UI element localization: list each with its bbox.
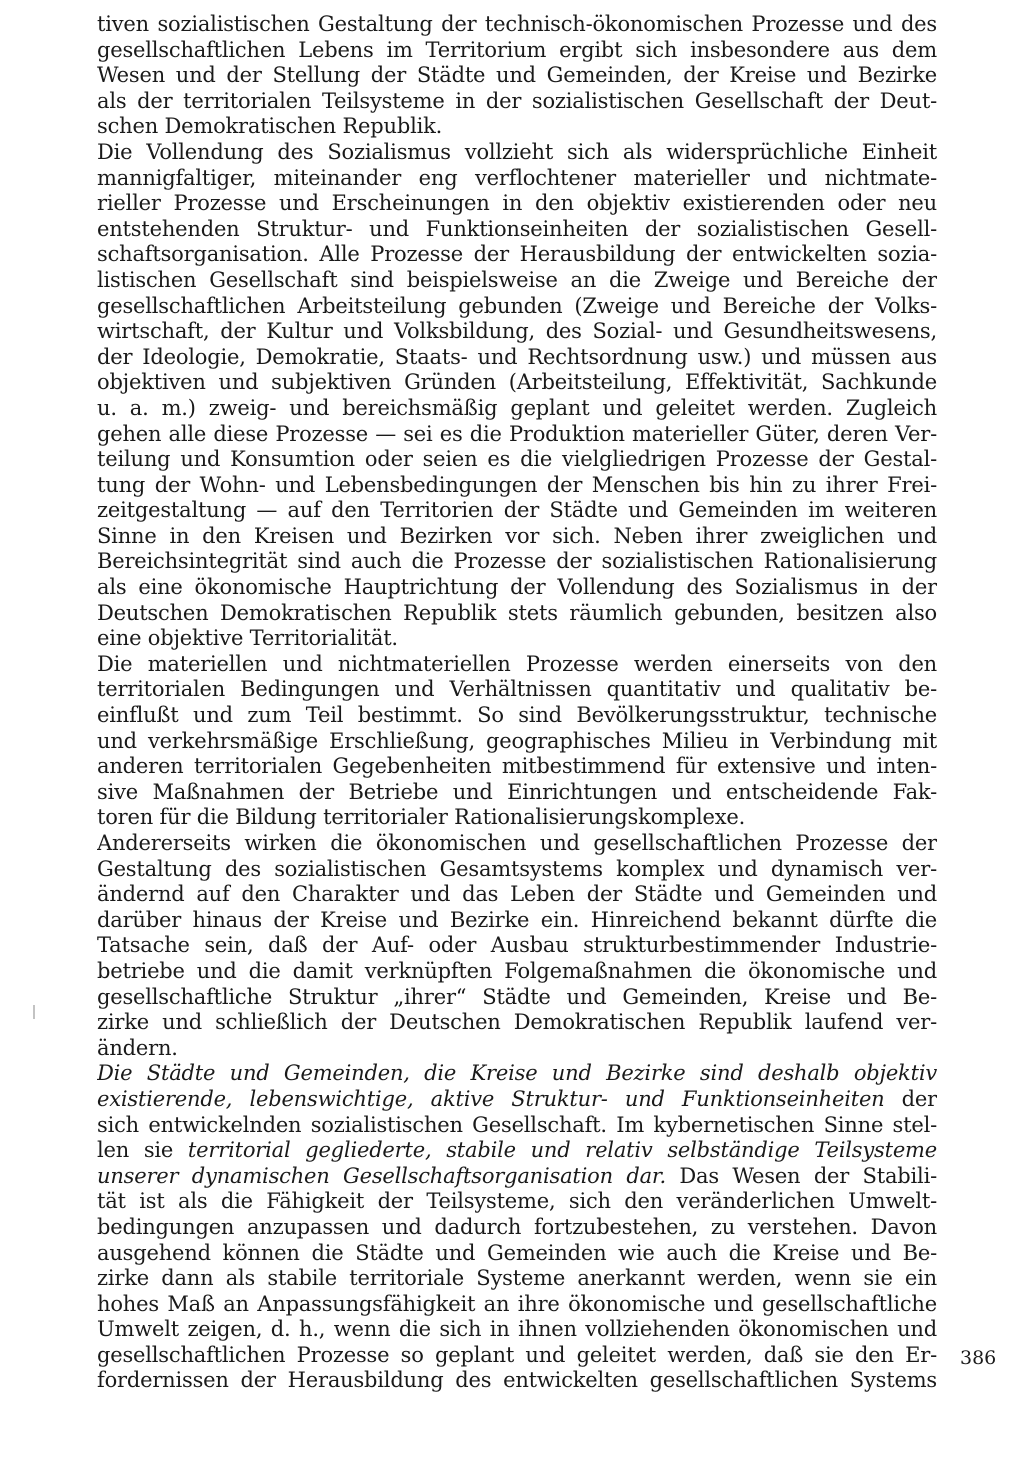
text-line: entstehenden Struktur- und Funktionseinheiten der sozialistischen Gesell- — [97, 216, 937, 241]
text-line: ausgehend können die Städte und Gemeinden wie auch die Kreise und Be- — [97, 1240, 937, 1265]
text-line: ändernd auf den Charakter und das Leben der Städte und Gemeinden und — [97, 882, 937, 907]
text-line: Andererseits wirken die ökonomischen und gesellschaftlichen Prozesse der — [97, 831, 937, 855]
italic-text: territorial gegliederte, stabile und relativ selbständige Teilsysteme — [187, 1138, 937, 1163]
italic-text: Die Städte und Gemeinden, die Kreise und Bezirke sind deshalb objektiv — [97, 1061, 937, 1086]
text-line: zirke und schließlich der Deutschen Demokratischen Republik laufend ver- — [97, 1010, 937, 1035]
text-line: anderen territorialen Gegebenheiten mitbestimmend für extensive und inten- — [97, 754, 937, 779]
text-line: territorialen Bedingungen und Verhältnissen quantitativ und qualitativ be- — [97, 677, 937, 702]
text-line: und verkehrsmäßige Erschließung, geographisches Milieu in Verbindung mit — [97, 728, 937, 753]
body-text — [97, 12, 937, 1394]
text-line: tiven sozialistischen Gestaltung der technisch-ökonomischen Prozesse und des — [97, 12, 937, 36]
text-line — [97, 1164, 937, 1190]
regular-text: len sie — [97, 1138, 188, 1163]
text-line: Sinne in den Kreisen und Bezirken vor sich. Neben ihrer zweiglichen und — [97, 523, 937, 548]
text-line: darüber hinaus der Kreise und Bezirke ein. Hinreichend bekannt dürfte die — [97, 907, 937, 932]
text-line: fordernissen der Herausbildung des entwickelten gesellschaftlichen Systems — [97, 1368, 937, 1393]
text-line: gesellschaftliche Struktur „ihrer“ Städte und Gemeinden, Kreise und Be- — [97, 984, 937, 1009]
italic-text: existierende, lebenswichtige, aktive Struktur- und Funktionseinheiten — [97, 1086, 885, 1111]
text-line: toren für die Bildung territorialer Rationalisierungskomplexe. — [97, 805, 746, 830]
text-line: gehen alle diese Prozesse — sei es die Produktion materieller Güter, deren Ver- — [97, 421, 937, 446]
text-line: teilung und Konsumtion oder seien es die vielgliedrigen Prozesse der Gestal- — [97, 447, 937, 472]
text-line: hohes Maß an Anpassungsfähigkeit an ihre ökonomische und gesellschaftliche — [97, 1291, 937, 1316]
text-line: Bereichsintegrität sind auch die Prozesse der sozialistischen Rationalisierung — [97, 549, 937, 574]
text-line: rieller Prozesse und Erscheinungen in den objektiv existierenden oder neu — [97, 191, 937, 216]
text-line: sich entwickelnden sozialistischen Gesellschaft. Im kybernetischen Sinne stel- — [97, 1112, 937, 1137]
text-line: eine objektive Territorialität. — [97, 626, 398, 651]
text-line: betriebe und die damit verknüpften Folgemaßnahmen die ökonomische und — [97, 958, 937, 983]
text-line: Die materiellen und nichtmateriellen Prozesse werden einerseits von den — [97, 651, 937, 676]
text-line: als eine ökonomische Hauptrichtung der Vollendung des Sozialismus in der — [97, 575, 937, 600]
text-line: Wesen und der Stellung der Städte und Gemeinden, der Kreise und Bezirke — [97, 63, 937, 88]
text-line: Deutschen Demokratischen Republik stets räumlich gebunden, besitzen also — [97, 600, 937, 625]
regular-text: Das Wesen der Stabili- — [665, 1163, 937, 1188]
text-line: tät ist als die Fähigkeit der Teilsysteme, sich den veränderlichen Umwelt- — [97, 1189, 937, 1214]
scan-speck — [33, 1005, 35, 1019]
text-line: zeitgestaltung — auf den Territorien der Städte und Gemeinden im weiteren — [97, 498, 937, 523]
text-line: objektiven und subjektiven Gründen (Arbeitsteilung, Effektivität, Sachkunde — [97, 370, 937, 395]
text-line: Tatsache sein, daß der Auf- oder Ausbau strukturbestimmender Industrie- — [97, 933, 937, 958]
text-line — [97, 1087, 937, 1113]
text-line: Die Vollendung des Sozialismus vollzieht sich als widersprüchliche Einheit — [97, 139, 937, 164]
text-line: zirke dann als stabile territoriale Systeme anerkannt werden, wenn sie ein — [97, 1266, 937, 1291]
text-line: schaftsorganisation. Alle Prozesse der Herausbildung der entwickelten sozia- — [97, 242, 937, 267]
text-line: gesellschaftlichen Lebens im Territorium ergibt sich insbesondere aus dem — [97, 37, 937, 62]
text-line: gesellschaftlichen Prozesse so geplant und geleitet werden, daß sie den Er- — [97, 1342, 937, 1367]
text-line: schen Demokratischen Republik. — [97, 114, 443, 139]
regular-text: der — [884, 1086, 937, 1111]
text-line: u. a. m.) zweig- und bereichsmäßig geplant und geleitet werden. Zugleich — [97, 395, 937, 420]
text-line: mannigfaltiger, miteinander eng verflochtener materieller und nichtmate- — [97, 165, 937, 190]
text-line: gesellschaftlichen Arbeitsteilung gebunden (Zweige und Bereiche der Volks- — [97, 293, 937, 318]
text-line: Umwelt zeigen, d. h., wenn die sich in ihnen vollziehenden ökonomischen und — [97, 1317, 937, 1342]
text-line: ändern. — [97, 1035, 178, 1060]
italic-text: unserer dynamischen Gesellschaftsorganisation dar. — [97, 1163, 666, 1188]
text-line — [97, 1138, 937, 1164]
text-line: listischen Gesellschaft sind beispielsweise an die Zweige und Bereiche der — [97, 267, 937, 292]
text-line: sive Maßnahmen der Betriebe und Einrichtungen und entscheidende Fak- — [97, 779, 937, 804]
page-number: 386 — [960, 1347, 997, 1369]
text-line: Gestaltung des sozialistischen Gesamtsystems komplex und dynamisch ver- — [97, 856, 937, 881]
text-line: einflußt und zum Teil bestimmt. So sind Bevölkerungsstruktur, technische — [97, 703, 937, 728]
text-line — [97, 1061, 937, 1087]
text-line: als der territorialen Teilsysteme in der sozialistischen Gesellschaft der Deut- — [97, 88, 937, 113]
text-line: bedingungen anzupassen und dadurch fortzubestehen, zu verstehen. Davon — [97, 1214, 937, 1239]
text-line: tung der Wohn- und Lebensbedingungen der Menschen bis hin zu ihrer Frei- — [97, 472, 937, 497]
text-line: der Ideologie, Demokratie, Staats- und Rechtsordnung usw.) und müssen aus — [97, 344, 937, 369]
text-line: wirtschaft, der Kultur und Volksbildung, des Sozial- und Gesundheitswesens, — [97, 319, 937, 344]
